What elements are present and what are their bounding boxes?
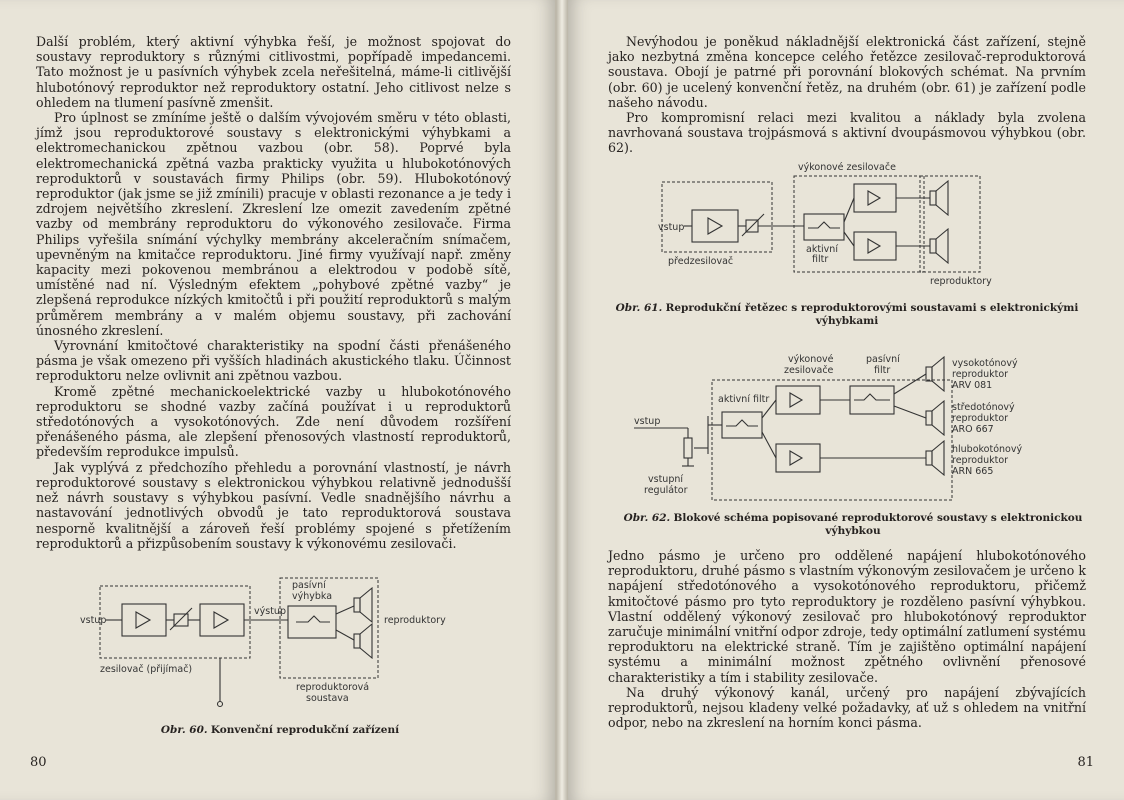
fig62-amp-triangle [790,451,802,465]
fig61-label-vykonove: výkonové zesilovače [798,162,896,173]
caption-text: Reprodukční řetězec s reproduktorovými soustavami s elektronickými výhybkami [665,302,1079,327]
paragraph: Pro úplnost se zmíníme ještě o dalším vývojovém směru v této oblasti, jímž jsou reproduktorové soustavy s elektronickými výhybkami a elektromechanickou zpětnou vazbou (obr. 58). Poprvé byla elektromechanická zpětná vazba prakticky využita u hlubokotónových reproduktorů v soustavách firmy Philips (obr. 59). Hlubokotónový reproduktor (jak jsme se již zmínili) pracuje v oblasti rezonance a je tedy i zdrojem největšího zkreslení. Zkreslení lze omezit zavedením zpětné vazby od membrány reproduktoru do výkonového zesilovače. Firma Philips vyřešila snímání výchylky membrány akceleračním snímačem, upevněným na kmitačce reproduktoru. Jiné firmy využívají např. změny kapacity mezi pokovenou membránou a elektrodou v podobě sítě, umístěné nad ní. Výsledným efektem „pohybové zpětné vazby“ je zlepšená reprodukce nízkých kmitočtů i při použití reproduktorů s malým průměrem membrány a v malém objemu soustavy, při zachování únosného zkreslení. [36,110,511,338]
right-page-text-bottom [608,548,1086,730]
figure-60-diagram [70,568,470,718]
fig60-label-reproduktory: reproduktory [384,615,446,626]
figure-60-caption [60,724,500,737]
fig60-wire [336,630,354,640]
fig62-speaker-magnet [926,451,932,465]
fig60-amp-triangle [214,612,228,628]
fig62-amp-triangle [790,393,802,407]
fig61-amp-triangle [868,191,880,205]
right-page [568,0,1124,800]
fig62-label-str-3: ARO 667 [952,424,994,435]
fig62-wire [762,432,776,458]
fig62-speaker-cone [932,401,944,435]
fig60-label-zesilovac: zesilovač (přijímač) [100,664,193,675]
caption-text: Blokové schéma popisované reproduktorové soustavy s elektronickou výhybkou [673,512,1083,537]
paragraph: Vyrovnání kmitočtové charakteristiky na spodní části přenášeného pásma je však omezeno při vyšších hladinách akustického tlaku. Účinnost reproduktoru nelze ovlivnit ani zpětnou vazbou. [36,338,511,384]
page-number-right: 81 [1077,755,1094,770]
fig61-wire [844,198,854,222]
fig62-label-pasivni: pasívní [866,354,900,365]
fig60-label-reproduktorova: reproduktorová [296,682,370,693]
fig60-volume-arrow [170,608,192,630]
fig62-wire [894,374,926,394]
fig60-wire [336,606,354,614]
paragraph: Další problém, který aktivní výhybka řeší, je možnost spojovat do soustavy reproduktory s různými citlivostmi, popřípadě impedancemi. Tato možnost je u pasívních výhybek zcela neřešitelná, máme-li citlivější hlubotónový reproduktor než reproduktory ostatní. Jeho citlivost nelze s ohledem na tlumení pasívně zmenšit. [36,34,511,110]
fig61-filter-symbol [808,222,840,228]
fig62-label-str-1: středotónový [952,402,1015,413]
figure-61-diagram [658,156,1038,288]
fig60-preamp-block [122,604,166,636]
fig62-label-hl-3: ARN 665 [952,466,994,477]
fig61-speaker-magnet [930,239,936,253]
fig61-label-reproduktory: reproduktory [930,276,992,287]
fig60-speaker-cone [360,588,372,622]
fig60-label-vystup: výstup [254,606,286,617]
fig62-label-hl-1: hlubokotónový [952,444,1023,455]
fig61-volume-arrow [742,214,764,236]
fig61-label-aktivni: aktivní [806,244,838,255]
caption-label: Obr. 61. [615,302,663,314]
fig62-filter-symbol [854,394,890,400]
paragraph: Na druhý výkonový kanál, určený pro napájení zbývajících reproduktorů, nejsou kladeny velké požadavky, ať už s ohledem na vnitřní odpor, nebo na zkreslení na horním konci pásma. [608,684,1086,731]
paragraph: Kromě zpětné mechanickoelektrické vazby u hlubokotónového reproduktoru se shodné vazby začíná používat i u reproduktorů středotónových a vysokotónových. Zde není důvodem rozšíření přenášeného pásma, ale zlepšení přenosových vlastností reproduktorů, především reprodukce impulsů. [36,383,511,460]
fig62-speaker-cone [932,357,944,391]
fig61-power-amp-block [854,232,896,260]
fig61-amp-triangle [708,218,722,234]
fig61-speaker-magnet [930,191,936,205]
fig60-speaker-magnet [354,634,360,648]
fig60-amp-triangle [136,612,150,628]
fig62-power-amp-block [776,386,820,414]
fig61-active-filter-block [804,214,844,240]
fig61-wire [844,232,854,246]
fig60-power-amp-block [200,604,244,636]
fig62-label-str-2: reproduktor [952,413,1009,424]
caption-label: Obr. 60. [160,724,208,736]
paragraph: Pro kompromisní relaci mezi kvalitou a náklady byla zvolena navrhovaná soustava trojpásmová s aktivní dvoupásmovou výhybkou (obr. 62). [608,110,1086,156]
fig62-label-regulator: regulátor [644,485,688,496]
fig62-filter-symbol [726,420,758,426]
fig62-label-vys-3: ARV 081 [952,380,993,391]
fig61-power-amp-block [854,184,896,212]
fig61-speaker-box [920,176,980,272]
fig61-speaker-cone [936,181,948,215]
fig61-preamp-block [692,210,738,242]
fig60-label-pasivni: pasívní [292,580,326,591]
paragraph: Jak vyplývá z předchozího přehledu a porovnání vlastností, je návrh reproduktorové soustavy s elektronickou výhybkou relativně jednodušší než návrh soustavy s výhybkou pasívní. Vedle snadnějšího návrhu a nastavování jednotlivých obvodů je tato reproduktorová soustava nesporně kvalitnější a zároveň řeší problémy spojené s přetížením reproduktorů a přizpůsobením soustavy k výkonovému zesilovači. [36,459,511,551]
fig62-speaker-magnet [926,367,932,381]
fig62-label-vykonove: výkonové [788,354,834,365]
fig60-label-vstup: vstup [80,615,107,626]
right-page-text-top [608,34,1086,156]
caption-text: Konvenční reprodukční zařízení [210,724,400,736]
fig61-speaker-cone [936,229,948,263]
fig62-label-hl-2: reproduktor [952,455,1009,466]
caption-label: Obr. 62. [623,512,671,524]
fig62-speaker-cone [932,441,944,475]
paragraph: Nevýhodou je poněkud nákladnější elektronická část zařízení, stejně jako nezbytná změna koncepce celého řetězce zesilovač-reproduktorová soustava. Obojí je patrné při porovnání blokových schémat. Na prvním (obr. 60) je ucelený konvenční řetěz, na druhém (obr. 61) je zařízení podle našeho návodu. [608,34,1086,110]
fig60-label-soustava: soustava [306,693,349,704]
fig61-label-filtr: filtr [812,254,829,265]
fig62-label-vys-2: reproduktor [952,369,1009,380]
fig62-label-vstupni: vstupní [648,474,684,485]
fig61-amp-triangle [868,239,880,253]
fig62-label-vstup: vstup [634,416,661,427]
fig62-label-vys-1: vysokotónový [952,358,1018,369]
fig60-speaker-cone [360,624,372,658]
fig62-label-aktivni-filtr: aktivní filtr [718,394,770,405]
figure-62-diagram [628,348,1088,506]
fig62-label-zesilovace: zesilovače [784,365,834,376]
fig62-active-filter-block [722,412,762,438]
figure-62-caption [608,512,1098,538]
fig62-power-amp-block [776,444,820,472]
fig60-terminal [218,702,223,707]
fig60-label-vyhybka: výhybka [292,591,333,602]
page-number-left: 80 [30,755,47,770]
left-page [0,0,556,800]
fig62-label-filtr: filtr [874,365,891,376]
paragraph: Jedno pásmo je určeno pro oddělené napájení hlubokotónového reproduktoru, druhé pásmo s vlastním výkonovým zesilovačem je určeno k napájení středotónového a vysokotónového reproduktoru, přičemž kmitočtové pásmo pro tyto reproduktory je rozděleno pasívní výhybkou. Vlastní oddělený výkonový zesilovač pro hlubokotónový reproduktor zaručuje minimální vnitřní odpor zdroje, tedy optimální zatlumení systému reproduktoru na elektrické straně. Tím je zajištěno optimální napájení systému a minimální možnost zpětného ovlivnění přenosové charakteristiky a tím i stability zesilovače. [608,548,1086,685]
fig60-filter-symbol [296,616,330,622]
fig61-label-vstup: vstup [658,222,685,233]
book-gutter [556,0,568,800]
left-page-text [36,34,511,551]
fig62-input-potentiometer [684,438,692,458]
fig60-speaker-magnet [354,598,360,612]
fig62-speaker-magnet [926,411,932,425]
fig62-wire [894,406,926,418]
fig61-label-predzesilovac: předzesilovač [668,256,734,267]
figure-61-caption [608,302,1086,328]
